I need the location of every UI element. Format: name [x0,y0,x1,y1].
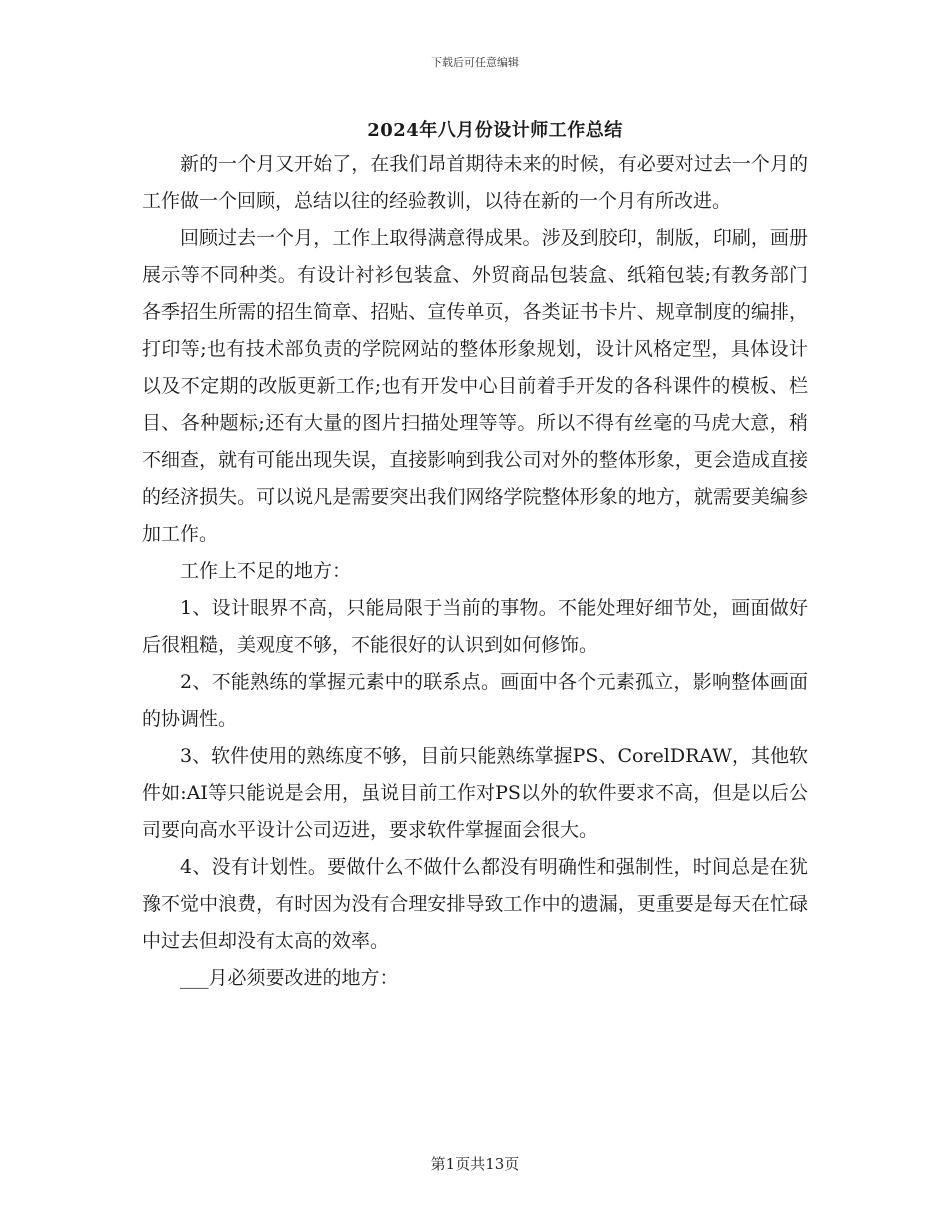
paragraph-improvements-heading: ___月必须要改进的地方： [180,967,399,989]
paragraph-shortcoming-3: 3、软件使用的熟练度不够，目前只能熟练掌握PS、CorelDRAW，其他软件如:AI等只能说是会用，虽说目前工作对PS以外的软件要求不高，但是以后公司要向高水平设计公司迈进，要求软件掌握面会很大。 [142,745,808,841]
paragraph-intro: 新的一个月又开始了，在我们昂首期待未来的时候，有必要对过去一个月的工作做一个回顾，总结以往的经验教训，以待在新的一个月有所改进。 [142,153,808,212]
paragraph-review: 回顾过去一个月，工作上取得满意得成果。涉及到胶印，制版，印刷，画册展示等不同种类。有设计衬衫包装盒、外贸商品包装盒、纸箱包装;有教务部门各季招生所需的招生简章、招贴、宣传单页，各类证书卡片、规章制度的编排，打印等;也有技术部负责的学院网站的整体形象规划，设计风格定型，具体设计以及不定期的改版更新工作;也有开发中心目前着手开发的各科课件的模板、栏目、各种题标;还有大量的图片扫描处理等等。所以不得有丝毫的马虎大意，稍不细查，就有可能出现失误，直接影响到我公司对外的整体形象，更会造成直接的经济损失。可以说凡是需要突出我们网络学院整体形象的地方，就需要美编参加工作。 [142,227,808,545]
paragraph-shortcomings-heading: 工作上不足的地方： [180,560,352,582]
header-note: 下载后可任意编辑 [431,56,519,69]
document-body [142,146,808,997]
paragraph-shortcoming-4: 4、没有计划性。要做什么不做什么都没有明确性和强制性，时间总是在犹豫不觉中浪费，有时因为没有合理安排导致工作中的遗漏，更重要是每天在忙碌中过去但却没有太高的效率。 [142,856,808,952]
paragraph-shortcoming-2: 2、不能熟练的掌握元素中的联系点。画面中各个元素孤立，影响整体画面的协调性。 [142,671,808,730]
document-title: 2024年八月份设计师工作总结 [367,120,623,141]
page-footer: 第1页共13页 [430,1155,520,1173]
paragraph-shortcoming-1: 1、设计眼界不高，只能局限于当前的事物。不能处理好细节处，画面做好后很粗糙，美观度不够，不能很好的认识到如何修饰。 [142,597,808,656]
